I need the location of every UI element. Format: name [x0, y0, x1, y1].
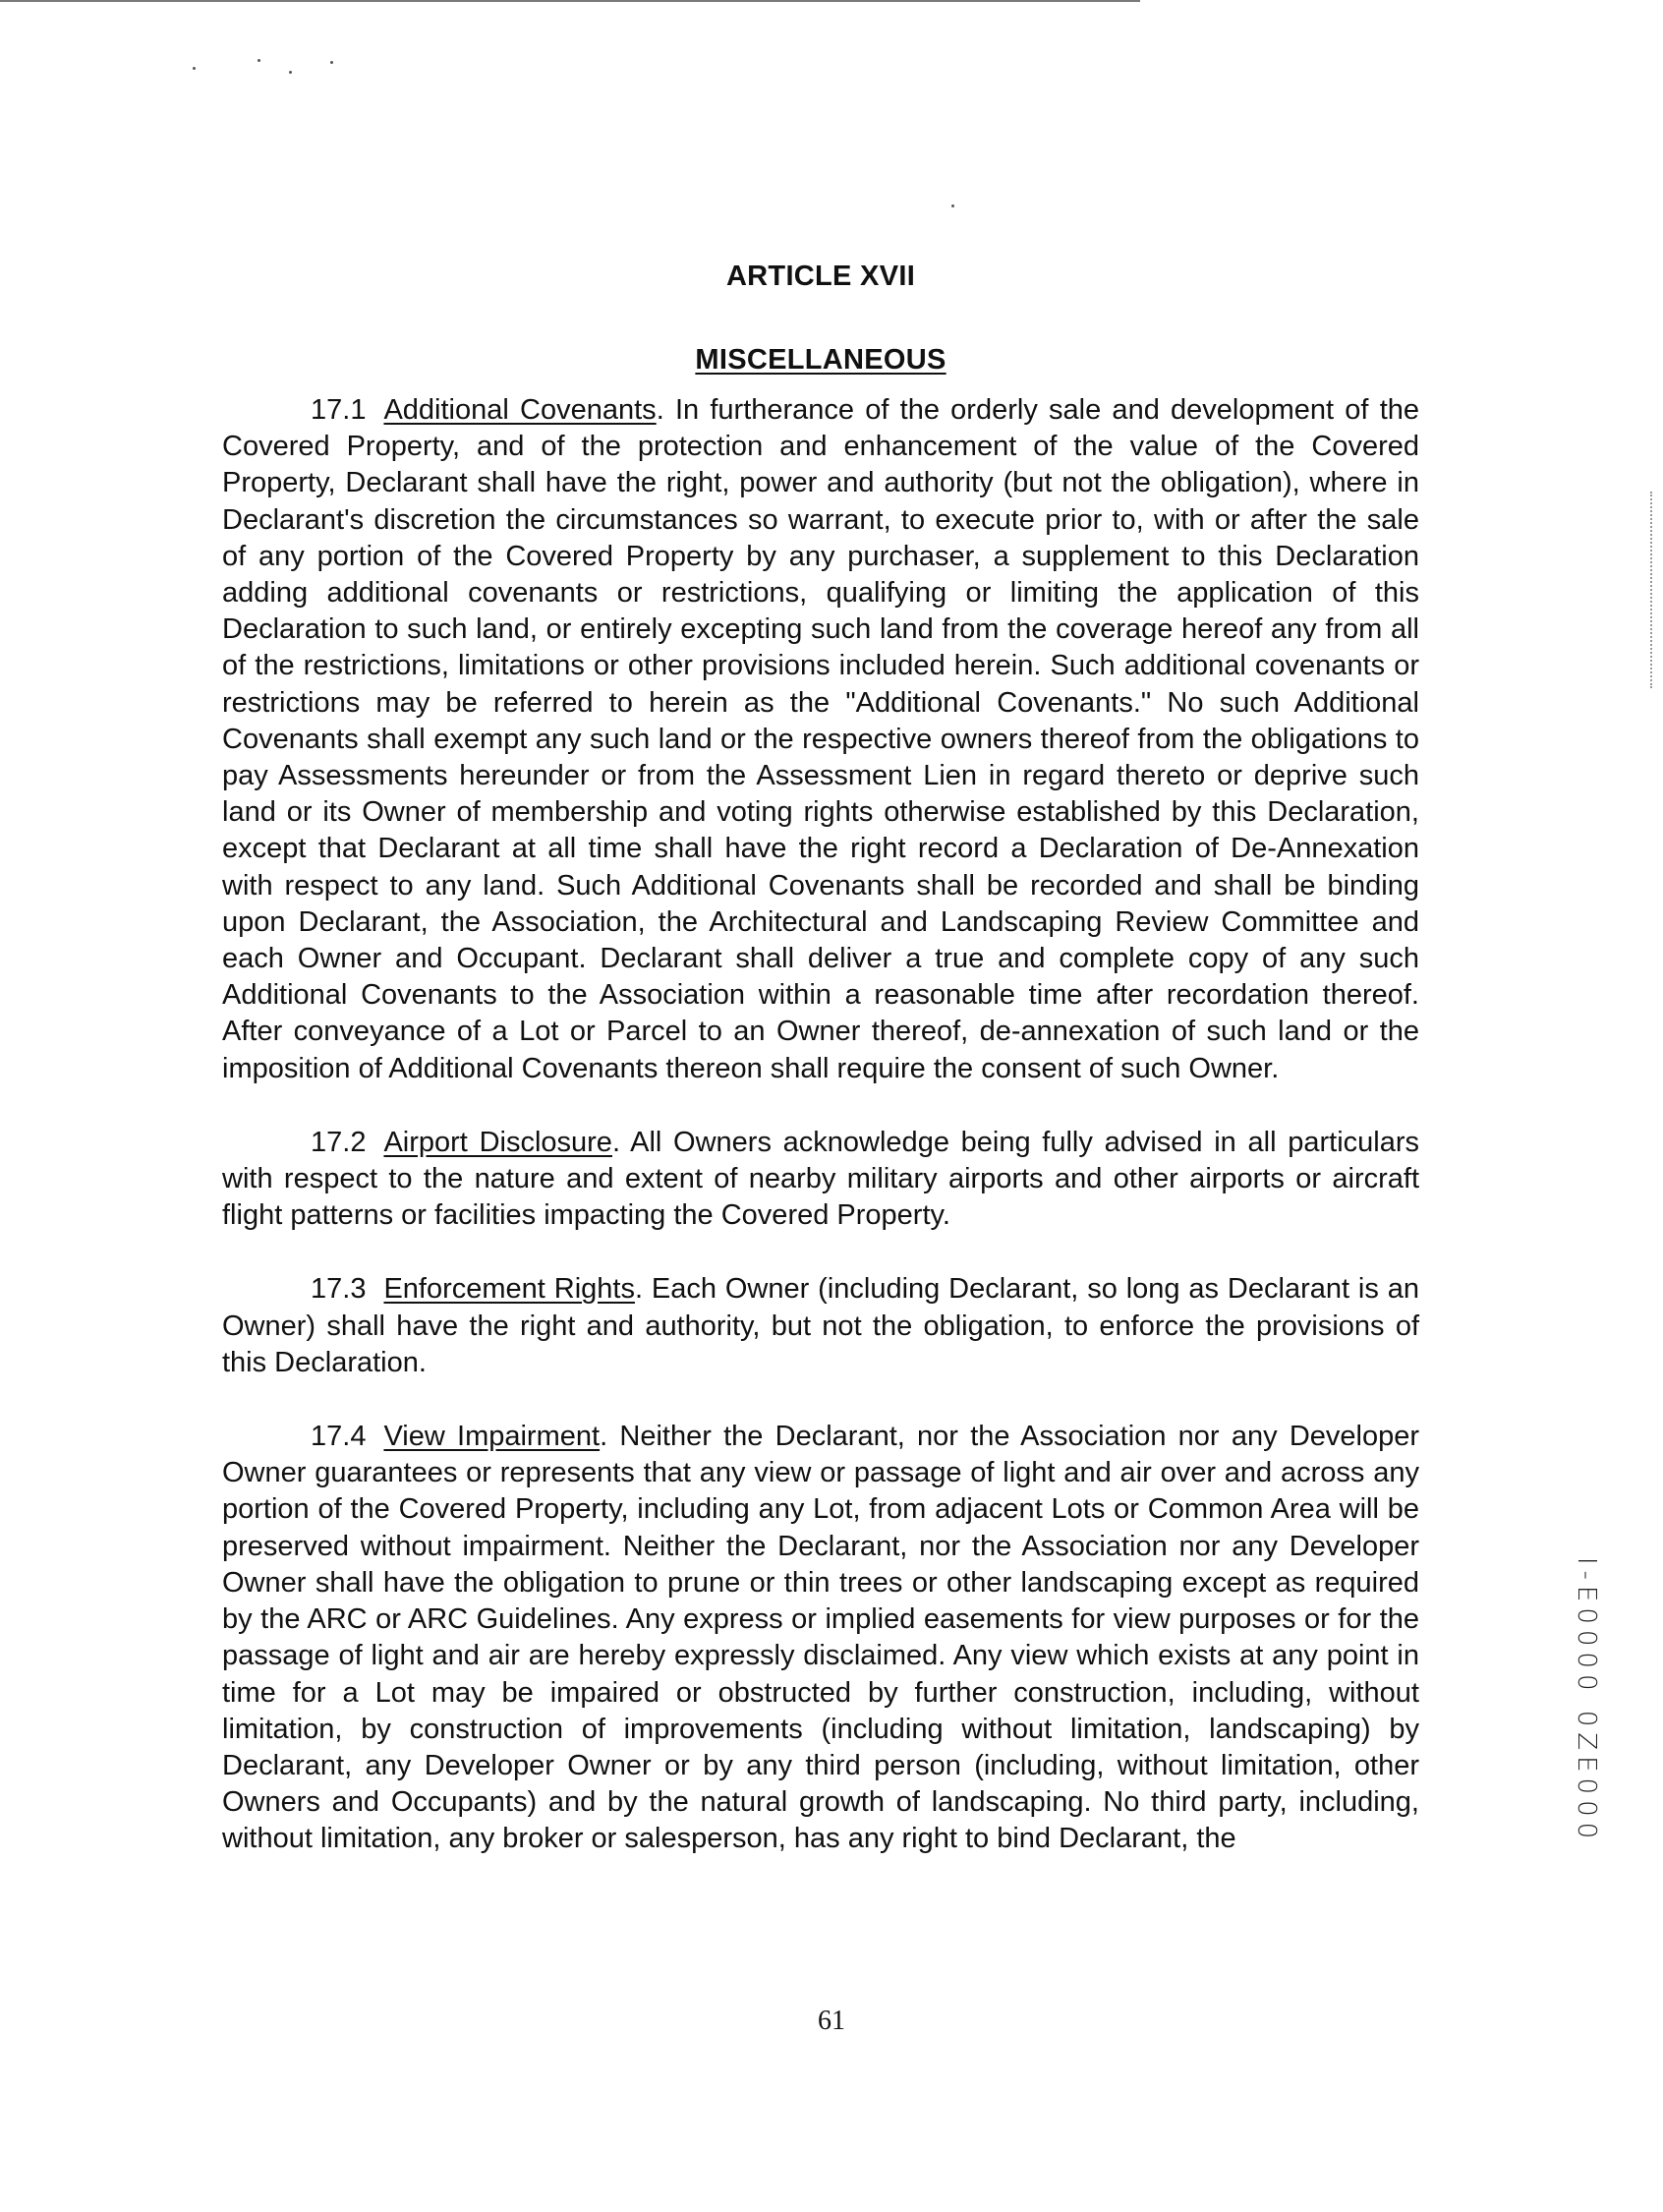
- section-17-2: [222, 1125, 1419, 1235]
- section-17-3: [222, 1271, 1419, 1381]
- article-subtitle: MISCELLANEOUS: [695, 344, 946, 376]
- document-page: [222, 261, 1419, 1887]
- section-heading: Additional Covenants: [383, 394, 657, 426]
- recording-stamp: [1562, 1556, 1611, 1845]
- scan-speck: [289, 71, 292, 74]
- scan-edge-marks: [1650, 492, 1655, 688]
- section-number: 17.1: [311, 394, 367, 426]
- section-17-4: [222, 1419, 1419, 1857]
- page-number: 61: [818, 2006, 845, 2036]
- section-body: . In furtherance of the orderly sale and development of the Covered Property, and of the protection and enhancement of the value of the Covered Property, Declarant shall have the right, power and authority (but not the obligation), where in Declarant's discretion the circumstances so warrant, to execute prior to, with or after the sale of any portion of the Covered Property by any purchaser, a supplement to this Declaration adding additional covenants or restrictions, qualifying or limiting the application of this Declaration to such land, or entirely excepting such land from the coverage hereof any from all of the restrictions, limitations or other provisions included herein. Such additional covenants or restrictions may be referred to herein as the "Additional Covenants." No such Additional Covenants shall exempt any such land or the respective owners thereof from the obligations to pay Assessments hereunder or from the Assessment Lien in regard thereto or deprive such land or its Owner of membership and voting rights otherwise established by this Declaration, except that Declarant at all time shall have the right record a Declaration of De-Annexation with respect to any land. Such Additional Covenants shall be recorded and shall be binding upon Declarant, the Association, the Architectural and Landscaping Review Committee and each Owner and Occupant. Declarant shall deliver a true and complete copy of any such Additional Covenants to the Association within a reasonable time after recordation thereof. After conveyance of a Lot or Parcel to an Owner thereof, de-annexation of such land or the imposition of Additional Covenants thereon shall require the consent of such Owner.: [222, 394, 1420, 1084]
- section-heading: Enforcement Rights: [383, 1273, 635, 1306]
- scan-speck: [330, 61, 333, 64]
- section-heading: View Impairment: [383, 1421, 601, 1453]
- section-heading: Airport Disclosure: [383, 1126, 612, 1158]
- scan-speck: [193, 67, 196, 70]
- scan-top-edge-line: [0, 0, 1140, 2]
- section-body: . Neither the Declarant, nor the Association nor any Developer Owner guarantees or represents that any view or passage of light and air over and across any portion of the Covered Property, including any Lot, from adjacent Lots or Common Area will be preserved without impairment. Neither the Declarant, nor the Association nor any Developer Owner shall have the obligation to prune or thin trees or other landscaping except as required by the ARC or ARC Guidelines. Any express or implied easements for view purposes or for the passage of light and air are hereby expressly disclaimed. Any view which exists at any point in time for a Lot may be impaired or obstructed by further construction, including, without limitation, by construction of improvements (including without limitation, landscaping) by Declarant, any Developer Owner or by any third person (including, without limitation, other Owners and Occupants) and by the natural growth of landscaping. No third party, including, without limitation, any broker or salesperson, has any right to bind Declarant, the: [222, 1421, 1420, 1855]
- recording-stamp-text: I-E0000 0ZE000: [1572, 1556, 1602, 1845]
- section-number: 17.3: [311, 1273, 367, 1306]
- section-17-1: [222, 392, 1419, 1087]
- section-body: . Each Owner (including Declarant, so long as Declarant is an Owner) shall have the right and authority, but not the obligation, to enforce the provisions of this Declaration.: [222, 1273, 1420, 1378]
- article-title: ARTICLE XVII: [725, 261, 916, 292]
- scan-speck: [258, 59, 260, 62]
- section-number: 17.2: [311, 1126, 367, 1158]
- scan-speck: [951, 204, 954, 207]
- section-body: . All Owners acknowledge being fully advised in all particulars with respect to the nature and extent of nearby military airports and other airports or aircraft flight patterns or facilities impacting the Covered Property.: [222, 1126, 1420, 1232]
- section-number: 17.4: [311, 1421, 367, 1453]
